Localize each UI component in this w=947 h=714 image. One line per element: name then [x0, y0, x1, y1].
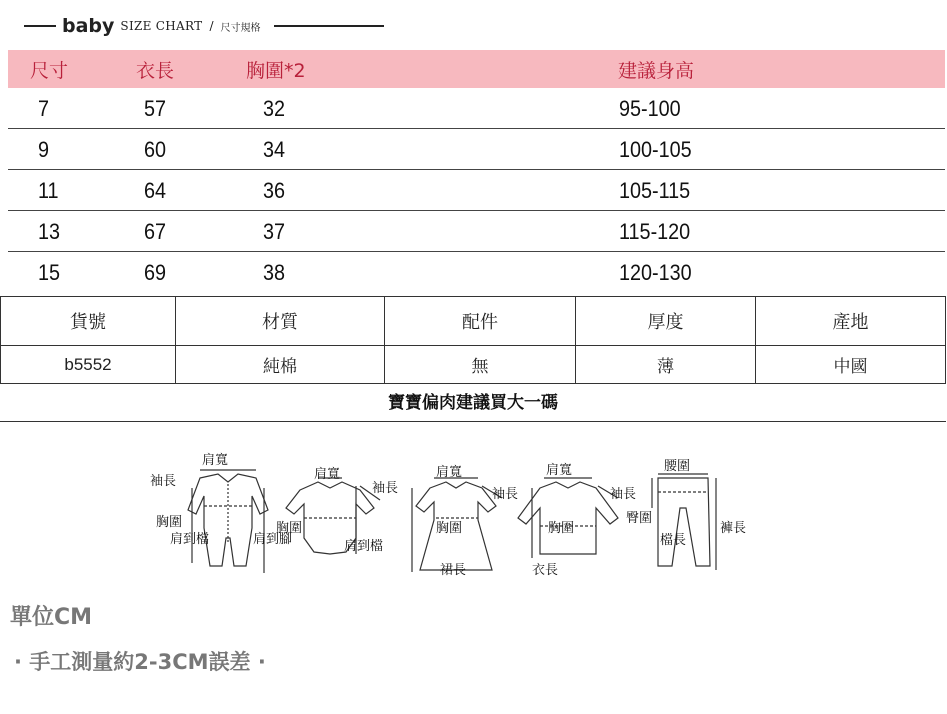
brand-label: baby — [62, 15, 115, 37]
cell-chest: 36 — [263, 178, 286, 203]
spec-header-origin: 產地 — [756, 297, 946, 346]
bodysuit-label-shoulder-crotch: 肩到檔 — [344, 539, 384, 554]
cell-length: 64 — [144, 178, 167, 203]
spec-header-material: 材質 — [176, 297, 385, 346]
header-subtitle: 尺寸規格 — [220, 22, 261, 34]
top-label-chest: 胸圍 — [548, 521, 575, 536]
spec-header-accessory: 配件 — [385, 297, 576, 346]
pants-illustration — [652, 474, 716, 570]
chart-header — [24, 14, 384, 38]
cell-size: 9 — [38, 137, 50, 162]
cell-chest: 37 — [263, 219, 286, 244]
pants-label-length: 褲長 — [720, 521, 747, 536]
col-length: 衣長 — [136, 59, 175, 82]
cell-size: 7 — [38, 96, 50, 121]
spec-value-code: b5552 — [1, 346, 176, 384]
table-row — [8, 211, 945, 252]
cell-chest: 32 — [263, 96, 286, 121]
romper-label-shoulder: 肩寬 — [202, 453, 229, 468]
unit-label: 單位CM — [10, 605, 93, 630]
cell-length: 69 — [144, 260, 167, 285]
cell-height: 105-115 — [619, 178, 691, 203]
top-label-shoulder: 肩寬 — [546, 463, 573, 478]
size-chart-label: SIZE CHART — [120, 19, 203, 33]
pants-label-rise: 檔長 — [660, 533, 687, 548]
cell-size: 13 — [38, 219, 61, 244]
romper-label-sleeve: 袖長 — [150, 474, 177, 489]
dress-label-chest: 胸圍 — [436, 521, 463, 536]
size-table — [8, 50, 945, 292]
top-illustration — [518, 478, 618, 558]
bodysuit-label-chest: 胸圍 — [276, 521, 303, 536]
measurement-diagrams — [140, 448, 747, 593]
cell-size: 15 — [38, 260, 61, 285]
cell-height: 120-130 — [619, 260, 692, 285]
header-rule-right — [274, 25, 384, 27]
bodysuit-label-sleeve: 袖長 — [372, 481, 399, 496]
cell-length: 57 — [144, 96, 167, 121]
dress-label-skirt-length: 裙長 — [440, 563, 467, 578]
spec-value-origin: 中國 — [756, 346, 946, 384]
dress-label-shoulder: 肩寬 — [436, 465, 463, 480]
spec-value-accessory: 無 — [385, 346, 576, 384]
size-table-header — [8, 50, 945, 88]
error-note: · 手工測量約2-3CM誤差 · — [14, 650, 266, 674]
cell-chest: 34 — [263, 137, 286, 162]
cell-height: 115-120 — [619, 219, 691, 244]
pants-label-waist: 腰圍 — [664, 459, 691, 474]
romper-label-chest: 胸圍 — [156, 515, 183, 530]
bodysuit-label-shoulder: 肩寬 — [314, 467, 341, 482]
spec-value-row — [1, 346, 946, 384]
spec-header-code: 貨號 — [1, 297, 176, 346]
cell-height: 95-100 — [619, 96, 681, 121]
top-label-sleeve: 袖長 — [610, 487, 637, 502]
spec-value-material: 純棉 — [176, 346, 385, 384]
table-row — [8, 170, 945, 211]
col-size: 尺寸 — [30, 59, 69, 82]
romper-label-shoulder-crotch: 肩到檔 — [170, 532, 210, 547]
romper-illustration — [188, 470, 268, 573]
cell-length: 60 — [144, 137, 167, 162]
header-rule-left — [24, 25, 56, 27]
spec-value-thickness: 薄 — [576, 346, 756, 384]
romper-label-shoulder-foot: 肩到腳 — [253, 532, 293, 547]
col-chest: 胸圍*2 — [246, 59, 306, 82]
cell-height: 100-105 — [619, 137, 692, 162]
size-advice-note: 寶寶偏肉建議買大一碼 — [0, 383, 946, 422]
top-label-length: 衣長 — [532, 563, 559, 578]
cell-chest: 38 — [263, 260, 286, 285]
header-slash: / — [209, 19, 214, 33]
dress-label-sleeve: 袖長 — [492, 487, 519, 502]
spec-header-thickness: 厚度 — [576, 297, 756, 346]
table-row — [8, 252, 945, 292]
table-row — [8, 129, 945, 170]
cell-length: 67 — [144, 219, 167, 244]
col-height: 建議身高 — [618, 59, 695, 82]
pants-label-hip: 臀圍 — [626, 511, 653, 526]
table-row — [8, 88, 945, 129]
spec-header-row — [1, 297, 946, 346]
spec-table — [0, 296, 946, 384]
cell-size: 11 — [38, 178, 59, 203]
